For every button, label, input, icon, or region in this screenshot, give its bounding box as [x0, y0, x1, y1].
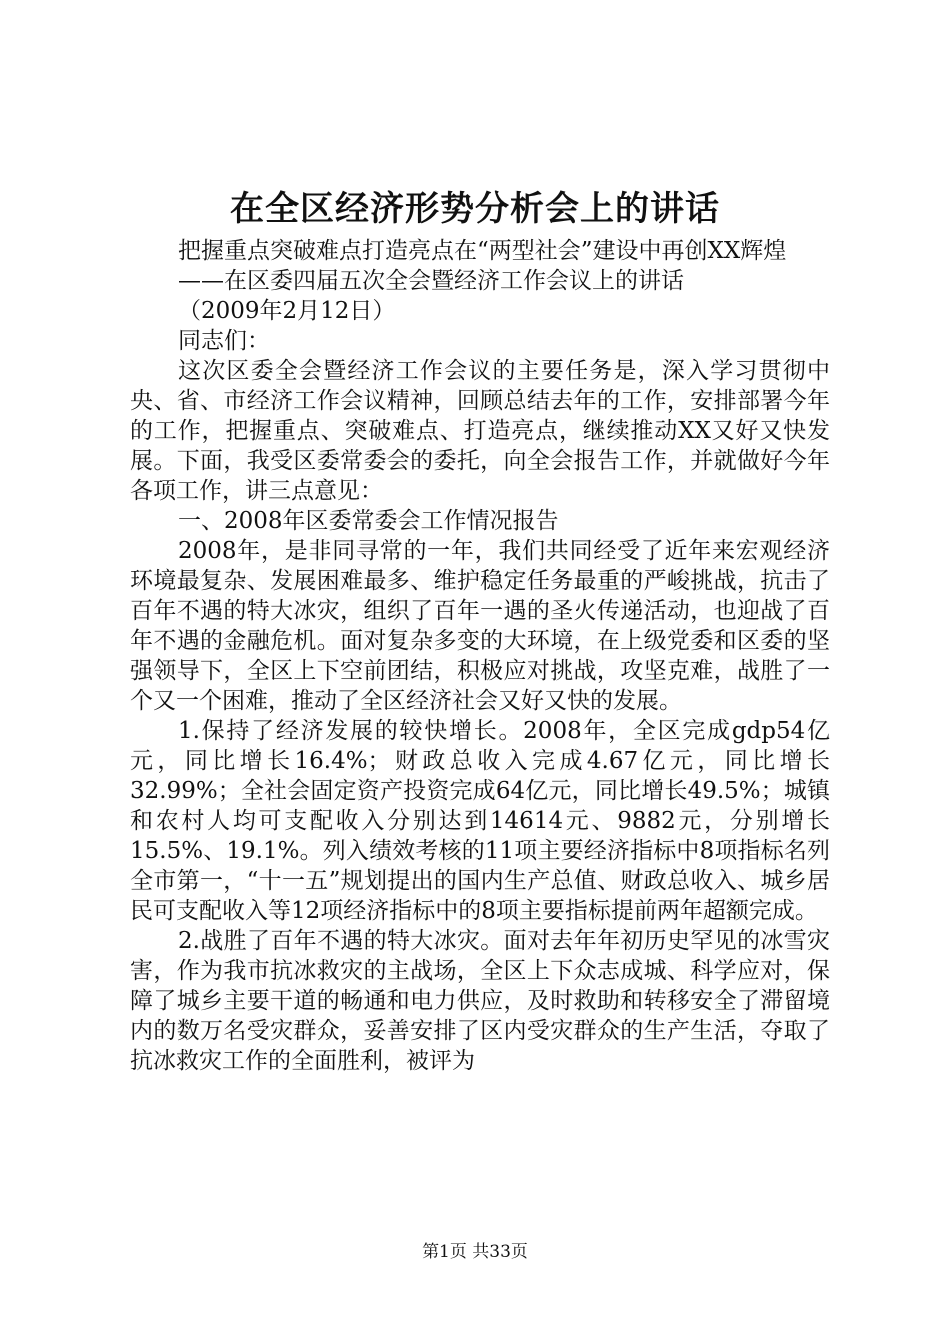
section-heading: 一、2008年区委常委会工作情况报告: [178, 508, 559, 534]
page-footer: 第1页 共33页: [422, 1242, 528, 1262]
speech-subtitle: 把握重点突破难点打造亮点在“两型社会”建设中再创XX辉煌: [178, 238, 787, 264]
paragraph: 这次区委全会暨经济工作会议的主要任务是，深入学习贯彻中央、省、市经济工作会议精神，回顾总结去年的工作，安排部署今年的工作，把握重点、突破难点、打造亮点，继续推动XX又好又快发展。下面，我受区委常委会的委托，向全会报告工作，并就做好今年各项工作，讲三点意见：: [130, 358, 830, 504]
speech-date: （2009年2月12日）: [178, 298, 396, 324]
salutation: 同志们：: [178, 328, 270, 354]
speech-occasion: ——在区委四届五次全会暨经济工作会议上的讲话: [178, 268, 684, 294]
document-body: [130, 236, 830, 1076]
paragraph: 1.保持了经济发展的较快增长。2008年，全区完成gdp54亿元，同比增长16.4%；财政总收入完成4.67亿元，同比增长32.99%；全社会固定资产投资完成64亿元，同比增长49.5%；城镇和农村人均可支配收入分别达到14614元、9882元，分别增长15.5%、19.1%。列入绩效考核的11项主要经济指标中8项指标名列全市第一，“十一五”规划提出的国内生产总值、财政总收入、城乡居民可支配收入等12项经济指标中的8项主要指标提前两年超额完成。: [130, 718, 830, 924]
document-title: 在全区经济形势分析会上的讲话: [230, 189, 720, 229]
paragraph: 2008年，是非同寻常的一年，我们共同经受了近年来宏观经济环境最复杂、发展困难最多、维护稳定任务最重的严峻挑战，抗击了百年不遇的特大冰灾，组织了百年一遇的圣火传递活动，也迎战了百年不遇的金融危机。面对复杂多变的大环境，在上级党委和区委的坚强领导下，全区上下空前团结，积极应对挑战，攻坚克难，战胜了一个又一个困难，推动了全区经济社会又好又快的发展。: [130, 538, 830, 714]
paragraph: 2.战胜了百年不遇的特大冰灾。面对去年年初历史罕见的冰雪灾害，作为我市抗冰救灾的主战场，全区上下众志成城、科学应对，保障了城乡主要干道的畅通和电力供应，及时救助和转移安全了滞留境内的数万名受灾群众，妥善安排了区内受灾群众的生产生活，夺取了抗冰救灾工作的全面胜利，被评为: [130, 928, 830, 1074]
